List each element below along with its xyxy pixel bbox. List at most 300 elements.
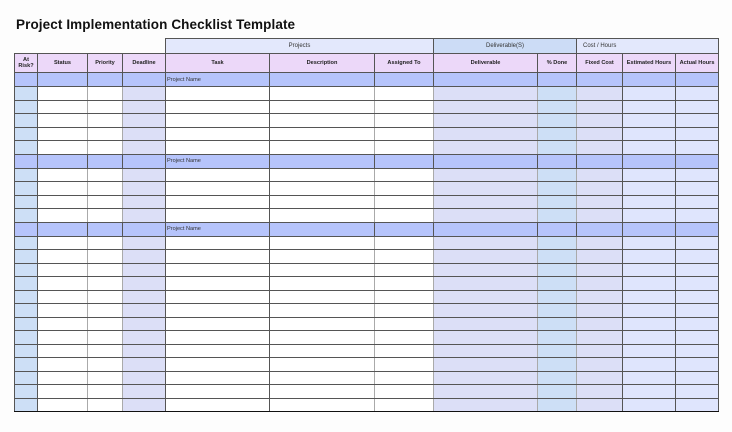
cell-actual-hours[interactable] xyxy=(676,87,719,101)
cell-fixed-cost[interactable] xyxy=(577,168,623,182)
project-row-cell-deadline[interactable] xyxy=(123,222,166,236)
cell-status[interactable] xyxy=(38,277,88,291)
cell-actual-hours[interactable] xyxy=(676,236,719,250)
project-row-cell-percent-done[interactable] xyxy=(538,73,577,87)
project-row-cell-priority[interactable] xyxy=(88,73,123,87)
cell-assigned-to[interactable] xyxy=(375,398,434,412)
cell-deliverable[interactable] xyxy=(434,100,538,114)
project-row-cell-actual-hours[interactable] xyxy=(676,73,719,87)
cell-at-risk[interactable] xyxy=(15,317,38,331)
cell-task[interactable] xyxy=(166,385,270,399)
cell-status[interactable] xyxy=(38,236,88,250)
cell-description[interactable] xyxy=(270,100,375,114)
cell-description[interactable] xyxy=(270,263,375,277)
cell-description[interactable] xyxy=(270,195,375,209)
cell-actual-hours[interactable] xyxy=(676,114,719,128)
cell-deliverable[interactable] xyxy=(434,87,538,101)
col-description[interactable]: Description xyxy=(270,54,375,73)
col-assigned-to[interactable]: Assigned To xyxy=(375,54,434,73)
cell-description[interactable] xyxy=(270,398,375,412)
cell-actual-hours[interactable] xyxy=(676,385,719,399)
project-row-cell-deliverable[interactable] xyxy=(434,222,538,236)
cell-assigned-to[interactable] xyxy=(375,182,434,196)
cell-priority[interactable] xyxy=(88,385,123,399)
cell-actual-hours[interactable] xyxy=(676,290,719,304)
cell-at-risk[interactable] xyxy=(15,250,38,264)
cell-assigned-to[interactable] xyxy=(375,168,434,182)
cell-status[interactable] xyxy=(38,141,88,155)
cell-deliverable[interactable] xyxy=(434,317,538,331)
cell-priority[interactable] xyxy=(88,87,123,101)
project-row-cell-fixed-cost[interactable] xyxy=(577,73,623,87)
cell-deadline[interactable] xyxy=(123,304,166,318)
cell-status[interactable] xyxy=(38,263,88,277)
cell-status[interactable] xyxy=(38,331,88,345)
cell-assigned-to[interactable] xyxy=(375,87,434,101)
cell-task[interactable] xyxy=(166,87,270,101)
cell-assigned-to[interactable] xyxy=(375,358,434,372)
cell-priority[interactable] xyxy=(88,277,123,291)
cell-at-risk[interactable] xyxy=(15,304,38,318)
cell-deadline[interactable] xyxy=(123,263,166,277)
cell-deadline[interactable] xyxy=(123,250,166,264)
cell-fixed-cost[interactable] xyxy=(577,100,623,114)
cell-assigned-to[interactable] xyxy=(375,195,434,209)
cell-percent-done[interactable] xyxy=(538,250,577,264)
cell-priority[interactable] xyxy=(88,195,123,209)
cell-fixed-cost[interactable] xyxy=(577,87,623,101)
project-row-cell-priority[interactable] xyxy=(88,222,123,236)
cell-deliverable[interactable] xyxy=(434,182,538,196)
cell-description[interactable] xyxy=(270,168,375,182)
cell-status[interactable] xyxy=(38,358,88,372)
cell-priority[interactable] xyxy=(88,141,123,155)
cell-at-risk[interactable] xyxy=(15,344,38,358)
cell-estimated-hours[interactable] xyxy=(623,331,676,345)
cell-estimated-hours[interactable] xyxy=(623,100,676,114)
cell-description[interactable] xyxy=(270,331,375,345)
cell-deliverable[interactable] xyxy=(434,331,538,345)
cell-status[interactable] xyxy=(38,290,88,304)
cell-task[interactable] xyxy=(166,317,270,331)
cell-description[interactable] xyxy=(270,209,375,223)
cell-task[interactable] xyxy=(166,141,270,155)
cell-actual-hours[interactable] xyxy=(676,398,719,412)
cell-task[interactable] xyxy=(166,168,270,182)
cell-fixed-cost[interactable] xyxy=(577,141,623,155)
cell-assigned-to[interactable] xyxy=(375,114,434,128)
cell-description[interactable] xyxy=(270,114,375,128)
cell-task[interactable] xyxy=(166,398,270,412)
cell-deadline[interactable] xyxy=(123,168,166,182)
cell-percent-done[interactable] xyxy=(538,371,577,385)
cell-description[interactable] xyxy=(270,317,375,331)
cell-fixed-cost[interactable] xyxy=(577,331,623,345)
cell-estimated-hours[interactable] xyxy=(623,385,676,399)
project-row-cell-estimated-hours[interactable] xyxy=(623,222,676,236)
cell-at-risk[interactable] xyxy=(15,358,38,372)
cell-assigned-to[interactable] xyxy=(375,277,434,291)
cell-status[interactable] xyxy=(38,344,88,358)
cell-deadline[interactable] xyxy=(123,385,166,399)
cell-deadline[interactable] xyxy=(123,358,166,372)
project-row-cell-percent-done[interactable] xyxy=(538,222,577,236)
cell-percent-done[interactable] xyxy=(538,263,577,277)
cell-status[interactable] xyxy=(38,385,88,399)
cell-status[interactable] xyxy=(38,317,88,331)
cell-percent-done[interactable] xyxy=(538,317,577,331)
cell-estimated-hours[interactable] xyxy=(623,141,676,155)
cell-deadline[interactable] xyxy=(123,141,166,155)
cell-assigned-to[interactable] xyxy=(375,209,434,223)
cell-priority[interactable] xyxy=(88,114,123,128)
cell-percent-done[interactable] xyxy=(538,358,577,372)
cell-fixed-cost[interactable] xyxy=(577,195,623,209)
cell-deadline[interactable] xyxy=(123,398,166,412)
cell-at-risk[interactable] xyxy=(15,114,38,128)
cell-fixed-cost[interactable] xyxy=(577,209,623,223)
cell-status[interactable] xyxy=(38,250,88,264)
cell-deadline[interactable] xyxy=(123,290,166,304)
cell-estimated-hours[interactable] xyxy=(623,371,676,385)
cell-task[interactable] xyxy=(166,358,270,372)
project-row-cell-status[interactable] xyxy=(38,73,88,87)
cell-deliverable[interactable] xyxy=(434,277,538,291)
cell-priority[interactable] xyxy=(88,209,123,223)
cell-deadline[interactable] xyxy=(123,127,166,141)
cell-description[interactable] xyxy=(270,141,375,155)
cell-percent-done[interactable] xyxy=(538,398,577,412)
cell-at-risk[interactable] xyxy=(15,182,38,196)
cell-at-risk[interactable] xyxy=(15,290,38,304)
cell-actual-hours[interactable] xyxy=(676,168,719,182)
cell-status[interactable] xyxy=(38,182,88,196)
cell-deliverable[interactable] xyxy=(434,250,538,264)
cell-at-risk[interactable] xyxy=(15,385,38,399)
cell-task[interactable] xyxy=(166,371,270,385)
cell-description[interactable] xyxy=(270,236,375,250)
cell-percent-done[interactable] xyxy=(538,141,577,155)
cell-at-risk[interactable] xyxy=(15,277,38,291)
cell-actual-hours[interactable] xyxy=(676,250,719,264)
cell-status[interactable] xyxy=(38,127,88,141)
cell-at-risk[interactable] xyxy=(15,331,38,345)
cell-estimated-hours[interactable] xyxy=(623,114,676,128)
col-priority[interactable]: Priority xyxy=(88,54,123,73)
cell-description[interactable] xyxy=(270,182,375,196)
cell-deliverable[interactable] xyxy=(434,263,538,277)
cell-assigned-to[interactable] xyxy=(375,250,434,264)
cell-priority[interactable] xyxy=(88,290,123,304)
cell-priority[interactable] xyxy=(88,358,123,372)
cell-status[interactable] xyxy=(38,114,88,128)
cell-estimated-hours[interactable] xyxy=(623,209,676,223)
cell-deliverable[interactable] xyxy=(434,290,538,304)
cell-description[interactable] xyxy=(270,290,375,304)
cell-fixed-cost[interactable] xyxy=(577,371,623,385)
cell-priority[interactable] xyxy=(88,168,123,182)
cell-estimated-hours[interactable] xyxy=(623,398,676,412)
cell-estimated-hours[interactable] xyxy=(623,195,676,209)
cell-assigned-to[interactable] xyxy=(375,290,434,304)
col-task[interactable]: Task xyxy=(166,54,270,73)
cell-deliverable[interactable] xyxy=(434,344,538,358)
cell-actual-hours[interactable] xyxy=(676,195,719,209)
cell-percent-done[interactable] xyxy=(538,182,577,196)
cell-task[interactable] xyxy=(166,277,270,291)
cell-estimated-hours[interactable] xyxy=(623,182,676,196)
cell-description[interactable] xyxy=(270,371,375,385)
cell-task[interactable] xyxy=(166,263,270,277)
cell-deliverable[interactable] xyxy=(434,127,538,141)
cell-deadline[interactable] xyxy=(123,100,166,114)
cell-status[interactable] xyxy=(38,398,88,412)
cell-task[interactable] xyxy=(166,100,270,114)
cell-actual-hours[interactable] xyxy=(676,209,719,223)
cell-deadline[interactable] xyxy=(123,371,166,385)
cell-priority[interactable] xyxy=(88,304,123,318)
cell-estimated-hours[interactable] xyxy=(623,358,676,372)
cell-at-risk[interactable] xyxy=(15,263,38,277)
cell-description[interactable] xyxy=(270,277,375,291)
cell-percent-done[interactable] xyxy=(538,331,577,345)
cell-priority[interactable] xyxy=(88,371,123,385)
cell-task[interactable] xyxy=(166,290,270,304)
project-row-cell-status[interactable] xyxy=(38,154,88,168)
project-row-cell-description[interactable] xyxy=(270,154,375,168)
cell-assigned-to[interactable] xyxy=(375,100,434,114)
cell-deliverable[interactable] xyxy=(434,168,538,182)
cell-percent-done[interactable] xyxy=(538,127,577,141)
cell-assigned-to[interactable] xyxy=(375,304,434,318)
cell-deadline[interactable] xyxy=(123,209,166,223)
cell-task[interactable] xyxy=(166,114,270,128)
col-actual-hours[interactable]: Actual Hours xyxy=(676,54,719,73)
cell-task[interactable] xyxy=(166,182,270,196)
cell-task[interactable] xyxy=(166,331,270,345)
cell-deliverable[interactable] xyxy=(434,398,538,412)
cell-deadline[interactable] xyxy=(123,331,166,345)
project-row-cell-status[interactable] xyxy=(38,222,88,236)
project-row-cell-estimated-hours[interactable] xyxy=(623,154,676,168)
cell-percent-done[interactable] xyxy=(538,344,577,358)
cell-actual-hours[interactable] xyxy=(676,141,719,155)
cell-actual-hours[interactable] xyxy=(676,182,719,196)
cell-deliverable[interactable] xyxy=(434,236,538,250)
cell-assigned-to[interactable] xyxy=(375,331,434,345)
project-row-cell-fixed-cost[interactable] xyxy=(577,154,623,168)
cell-status[interactable] xyxy=(38,371,88,385)
cell-estimated-hours[interactable] xyxy=(623,87,676,101)
cell-percent-done[interactable] xyxy=(538,277,577,291)
col-estimated-hours[interactable]: Estimated Hours xyxy=(623,54,676,73)
cell-estimated-hours[interactable] xyxy=(623,263,676,277)
cell-deadline[interactable] xyxy=(123,236,166,250)
project-name-cell[interactable]: Project Name xyxy=(166,73,270,87)
project-row-cell-assigned-to[interactable] xyxy=(375,154,434,168)
cell-estimated-hours[interactable] xyxy=(623,250,676,264)
project-row-cell-description[interactable] xyxy=(270,222,375,236)
col-deadline[interactable]: Deadline xyxy=(123,54,166,73)
cell-estimated-hours[interactable] xyxy=(623,344,676,358)
cell-percent-done[interactable] xyxy=(538,209,577,223)
project-row-cell-assigned-to[interactable] xyxy=(375,73,434,87)
project-row-cell-description[interactable] xyxy=(270,73,375,87)
cell-task[interactable] xyxy=(166,250,270,264)
cell-description[interactable] xyxy=(270,127,375,141)
cell-description[interactable] xyxy=(270,358,375,372)
cell-estimated-hours[interactable] xyxy=(623,236,676,250)
cell-fixed-cost[interactable] xyxy=(577,277,623,291)
cell-deliverable[interactable] xyxy=(434,371,538,385)
cell-at-risk[interactable] xyxy=(15,168,38,182)
cell-actual-hours[interactable] xyxy=(676,277,719,291)
project-row-cell-priority[interactable] xyxy=(88,154,123,168)
cell-status[interactable] xyxy=(38,100,88,114)
cell-task[interactable] xyxy=(166,195,270,209)
cell-priority[interactable] xyxy=(88,398,123,412)
cell-percent-done[interactable] xyxy=(538,114,577,128)
cell-fixed-cost[interactable] xyxy=(577,385,623,399)
cell-priority[interactable] xyxy=(88,236,123,250)
cell-deadline[interactable] xyxy=(123,317,166,331)
cell-at-risk[interactable] xyxy=(15,236,38,250)
cell-percent-done[interactable] xyxy=(538,236,577,250)
cell-deadline[interactable] xyxy=(123,114,166,128)
cell-percent-done[interactable] xyxy=(538,87,577,101)
cell-priority[interactable] xyxy=(88,127,123,141)
col-percent-done[interactable]: % Done xyxy=(538,54,577,73)
project-row-cell-at-risk[interactable] xyxy=(15,154,38,168)
cell-at-risk[interactable] xyxy=(15,141,38,155)
cell-at-risk[interactable] xyxy=(15,398,38,412)
cell-description[interactable] xyxy=(270,385,375,399)
col-deliverable[interactable]: Deliverable xyxy=(434,54,538,73)
cell-percent-done[interactable] xyxy=(538,385,577,399)
cell-task[interactable] xyxy=(166,127,270,141)
cell-fixed-cost[interactable] xyxy=(577,250,623,264)
cell-deadline[interactable] xyxy=(123,344,166,358)
cell-percent-done[interactable] xyxy=(538,100,577,114)
cell-deliverable[interactable] xyxy=(434,385,538,399)
cell-deadline[interactable] xyxy=(123,277,166,291)
cell-fixed-cost[interactable] xyxy=(577,358,623,372)
project-row-cell-deadline[interactable] xyxy=(123,154,166,168)
cell-actual-hours[interactable] xyxy=(676,317,719,331)
cell-deliverable[interactable] xyxy=(434,141,538,155)
cell-fixed-cost[interactable] xyxy=(577,236,623,250)
cell-deadline[interactable] xyxy=(123,182,166,196)
cell-priority[interactable] xyxy=(88,182,123,196)
cell-fixed-cost[interactable] xyxy=(577,290,623,304)
cell-assigned-to[interactable] xyxy=(375,385,434,399)
cell-actual-hours[interactable] xyxy=(676,344,719,358)
cell-priority[interactable] xyxy=(88,250,123,264)
cell-priority[interactable] xyxy=(88,263,123,277)
cell-actual-hours[interactable] xyxy=(676,358,719,372)
cell-deliverable[interactable] xyxy=(434,304,538,318)
cell-assigned-to[interactable] xyxy=(375,344,434,358)
project-row-cell-estimated-hours[interactable] xyxy=(623,73,676,87)
cell-priority[interactable] xyxy=(88,317,123,331)
col-at-risk[interactable]: At Risk? xyxy=(15,54,38,73)
cell-percent-done[interactable] xyxy=(538,304,577,318)
cell-assigned-to[interactable] xyxy=(375,317,434,331)
cell-description[interactable] xyxy=(270,344,375,358)
cell-fixed-cost[interactable] xyxy=(577,304,623,318)
cell-actual-hours[interactable] xyxy=(676,371,719,385)
cell-deadline[interactable] xyxy=(123,87,166,101)
cell-deliverable[interactable] xyxy=(434,195,538,209)
cell-fixed-cost[interactable] xyxy=(577,127,623,141)
cell-priority[interactable] xyxy=(88,344,123,358)
project-row-cell-percent-done[interactable] xyxy=(538,154,577,168)
cell-status[interactable] xyxy=(38,304,88,318)
cell-at-risk[interactable] xyxy=(15,371,38,385)
cell-assigned-to[interactable] xyxy=(375,263,434,277)
col-fixed-cost[interactable]: Fixed Cost xyxy=(577,54,623,73)
cell-at-risk[interactable] xyxy=(15,209,38,223)
cell-task[interactable] xyxy=(166,304,270,318)
cell-at-risk[interactable] xyxy=(15,100,38,114)
cell-assigned-to[interactable] xyxy=(375,141,434,155)
cell-actual-hours[interactable] xyxy=(676,304,719,318)
cell-priority[interactable] xyxy=(88,331,123,345)
cell-percent-done[interactable] xyxy=(538,195,577,209)
cell-task[interactable] xyxy=(166,209,270,223)
cell-estimated-hours[interactable] xyxy=(623,277,676,291)
project-row-cell-at-risk[interactable] xyxy=(15,222,38,236)
cell-deliverable[interactable] xyxy=(434,114,538,128)
cell-fixed-cost[interactable] xyxy=(577,263,623,277)
cell-assigned-to[interactable] xyxy=(375,127,434,141)
project-row-cell-deadline[interactable] xyxy=(123,73,166,87)
cell-description[interactable] xyxy=(270,304,375,318)
cell-estimated-hours[interactable] xyxy=(623,317,676,331)
project-row-cell-actual-hours[interactable] xyxy=(676,222,719,236)
project-row-cell-actual-hours[interactable] xyxy=(676,154,719,168)
cell-task[interactable] xyxy=(166,344,270,358)
project-row-cell-assigned-to[interactable] xyxy=(375,222,434,236)
cell-at-risk[interactable] xyxy=(15,87,38,101)
cell-estimated-hours[interactable] xyxy=(623,290,676,304)
cell-at-risk[interactable] xyxy=(15,127,38,141)
cell-actual-hours[interactable] xyxy=(676,331,719,345)
cell-status[interactable] xyxy=(38,195,88,209)
cell-actual-hours[interactable] xyxy=(676,263,719,277)
cell-fixed-cost[interactable] xyxy=(577,344,623,358)
cell-fixed-cost[interactable] xyxy=(577,114,623,128)
cell-status[interactable] xyxy=(38,87,88,101)
cell-estimated-hours[interactable] xyxy=(623,127,676,141)
cell-status[interactable] xyxy=(38,168,88,182)
cell-deliverable[interactable] xyxy=(434,358,538,372)
cell-priority[interactable] xyxy=(88,100,123,114)
cell-assigned-to[interactable] xyxy=(375,371,434,385)
project-row-cell-deliverable[interactable] xyxy=(434,73,538,87)
cell-task[interactable] xyxy=(166,236,270,250)
cell-deadline[interactable] xyxy=(123,195,166,209)
cell-estimated-hours[interactable] xyxy=(623,168,676,182)
col-status[interactable]: Status xyxy=(38,54,88,73)
project-row-cell-at-risk[interactable] xyxy=(15,73,38,87)
cell-fixed-cost[interactable] xyxy=(577,317,623,331)
cell-description[interactable] xyxy=(270,87,375,101)
cell-percent-done[interactable] xyxy=(538,290,577,304)
cell-description[interactable] xyxy=(270,250,375,264)
cell-fixed-cost[interactable] xyxy=(577,182,623,196)
cell-fixed-cost[interactable] xyxy=(577,398,623,412)
